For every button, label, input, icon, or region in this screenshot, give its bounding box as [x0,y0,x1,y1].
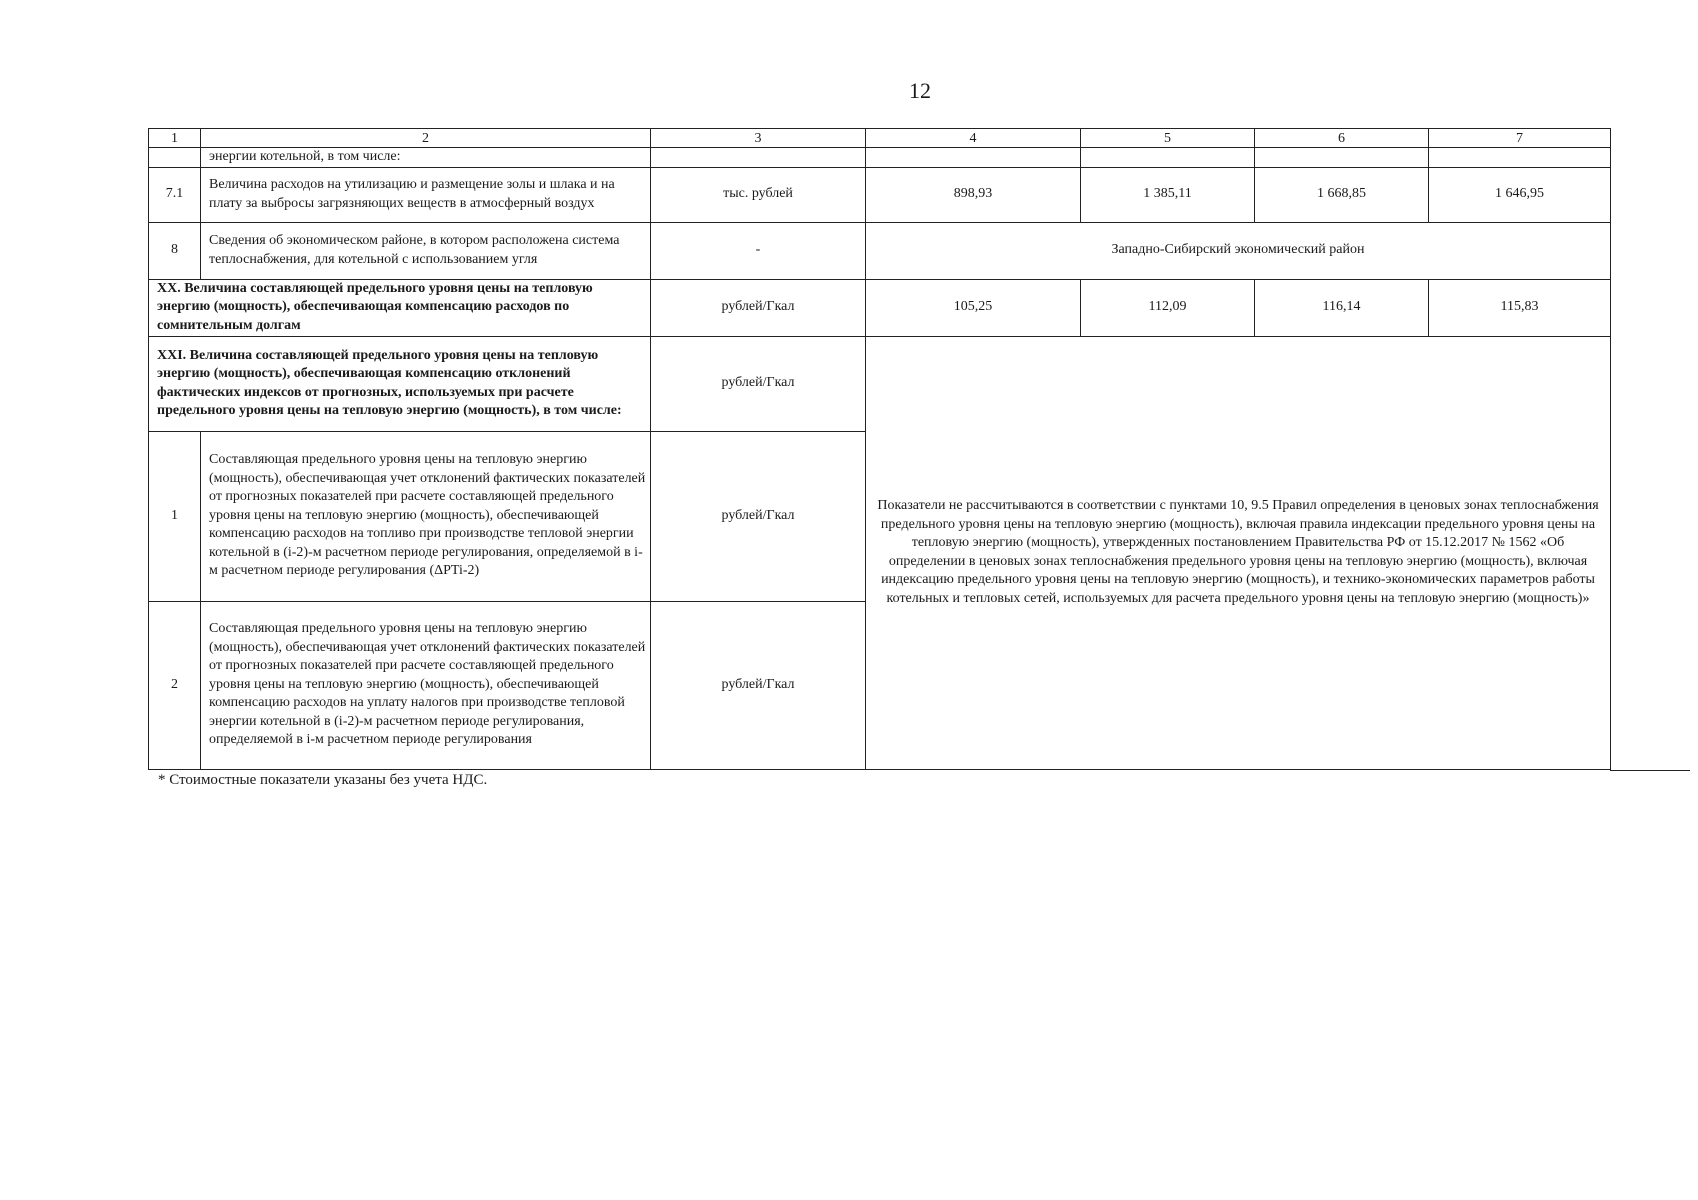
header-cell: 6 [1255,129,1429,148]
page-number: 12 [909,78,931,103]
row-name: энергии котельной, в том числе: [201,148,651,168]
header-cell: 5 [1081,129,1255,148]
value-col4: 898,93 [866,167,1081,222]
row-unit: рублей/Гкал [651,279,866,336]
row-name: Величина расходов на утилизацию и размещение золы и шлака и на плату за выбросы загрязняющих веществ в атмосферный воздух [201,167,651,222]
table-bottom-extension [1610,770,1690,771]
table-row [149,336,1611,431]
value-col4: 105,25 [866,279,1081,336]
value-col6: 116,14 [1255,279,1429,336]
row-number: 8 [149,222,201,279]
value-col6: 1 668,85 [1255,167,1429,222]
row-name: Сведения об экономическом районе, в котором расположена система теплоснабжения, для котельной с использованием угля [201,222,651,279]
tariff-table [148,128,1611,770]
value-col7: 115,83 [1429,279,1611,336]
value-col5: 112,09 [1081,279,1255,336]
header-cell: 7 [1429,129,1611,148]
table-row [149,167,1611,222]
header-cell: 2 [201,129,651,148]
header-cell: 1 [149,129,201,148]
row-unit: тыс. рублей [651,167,866,222]
row-unit: рублей/Гкал [651,336,866,431]
row-unit: - [651,222,866,279]
section-heading: XXI. Величина составляющей предельного уровня цены на тепловую энергию (мощность), обеспечивающая компенсацию отклонений фактических индексов от прогнозных, используемых при расчете предельного уровня цены на тепловую энергию (мощность), в том числе: [149,336,651,431]
row-number: 2 [149,601,201,769]
row-number: 7.1 [149,167,201,222]
not-calculated-note: Показатели не рассчитываются в соответствии с пунктами 10, 9.5 Правил определения в ценовых зонах теплоснабжения предельного уровня цены на тепловую энергию (мощность), включая правила индексации предельного уровня цены на тепловую энергию (мощность), утвержденных постановлением Правительства РФ от 15.12.2017 № 1562 «Об определении в ценовых зонах теплоснабжения предельного уровня цены на тепловую энергию (мощность), включая индексацию предельного уровня цены на тепловую энергию (мощность), и технико-экономических параметров работы котельных и тепловых сетей, используемых для расчета предельного уровня цены на тепловую энергию (мощность)» [866,336,1611,769]
row-unit: рублей/Гкал [651,431,866,601]
economic-region-value: Западно-Сибирский экономический район [866,222,1611,279]
table-row [149,148,1611,168]
row-name: Составляющая предельного уровня цены на тепловую энергию (мощность), обеспечивающая учет отклонений фактических показателей от прогнозных показателей при расчете составляющей предельного уровня цены на тепловую энергию (мощность), обеспечивающей компенсацию расходов на уплату налогов при производстве тепловой энергии котельной в (i-2)-м расчетном периоде регулирования, определяемой в i-м расчетном периоде регулирования [201,601,651,769]
value-col5: 1 385,11 [1081,167,1255,222]
header-cell: 3 [651,129,866,148]
value-col7: 1 646,95 [1429,167,1611,222]
header-cell: 4 [866,129,1081,148]
table-row [149,222,1611,279]
row-unit: рублей/Гкал [651,601,866,769]
section-heading: XX. Величина составляющей предельного уровня цены на тепловую энергию (мощность), обеспечивающая компенсацию расходов по сомнительным долгам [149,279,651,336]
footnote: * Стоимостные показатели указаны без учета НДС. [158,772,488,788]
header-row [149,129,1611,148]
table-row [149,279,1611,336]
row-name: Составляющая предельного уровня цены на тепловую энергию (мощность), обеспечивающая учет отклонений фактических показателей от прогнозных показателей при расчете составляющей предельного уровня цены на тепловую энергию (мощность), обеспечивающей компенсацию расходов на топливо при производстве тепловой энергии котельной в (i-2)-м расчетном периоде регулирования, определяемой в i-м расчетном периоде регулирования (ΔPTi-2) [201,431,651,601]
row-number: 1 [149,431,201,601]
